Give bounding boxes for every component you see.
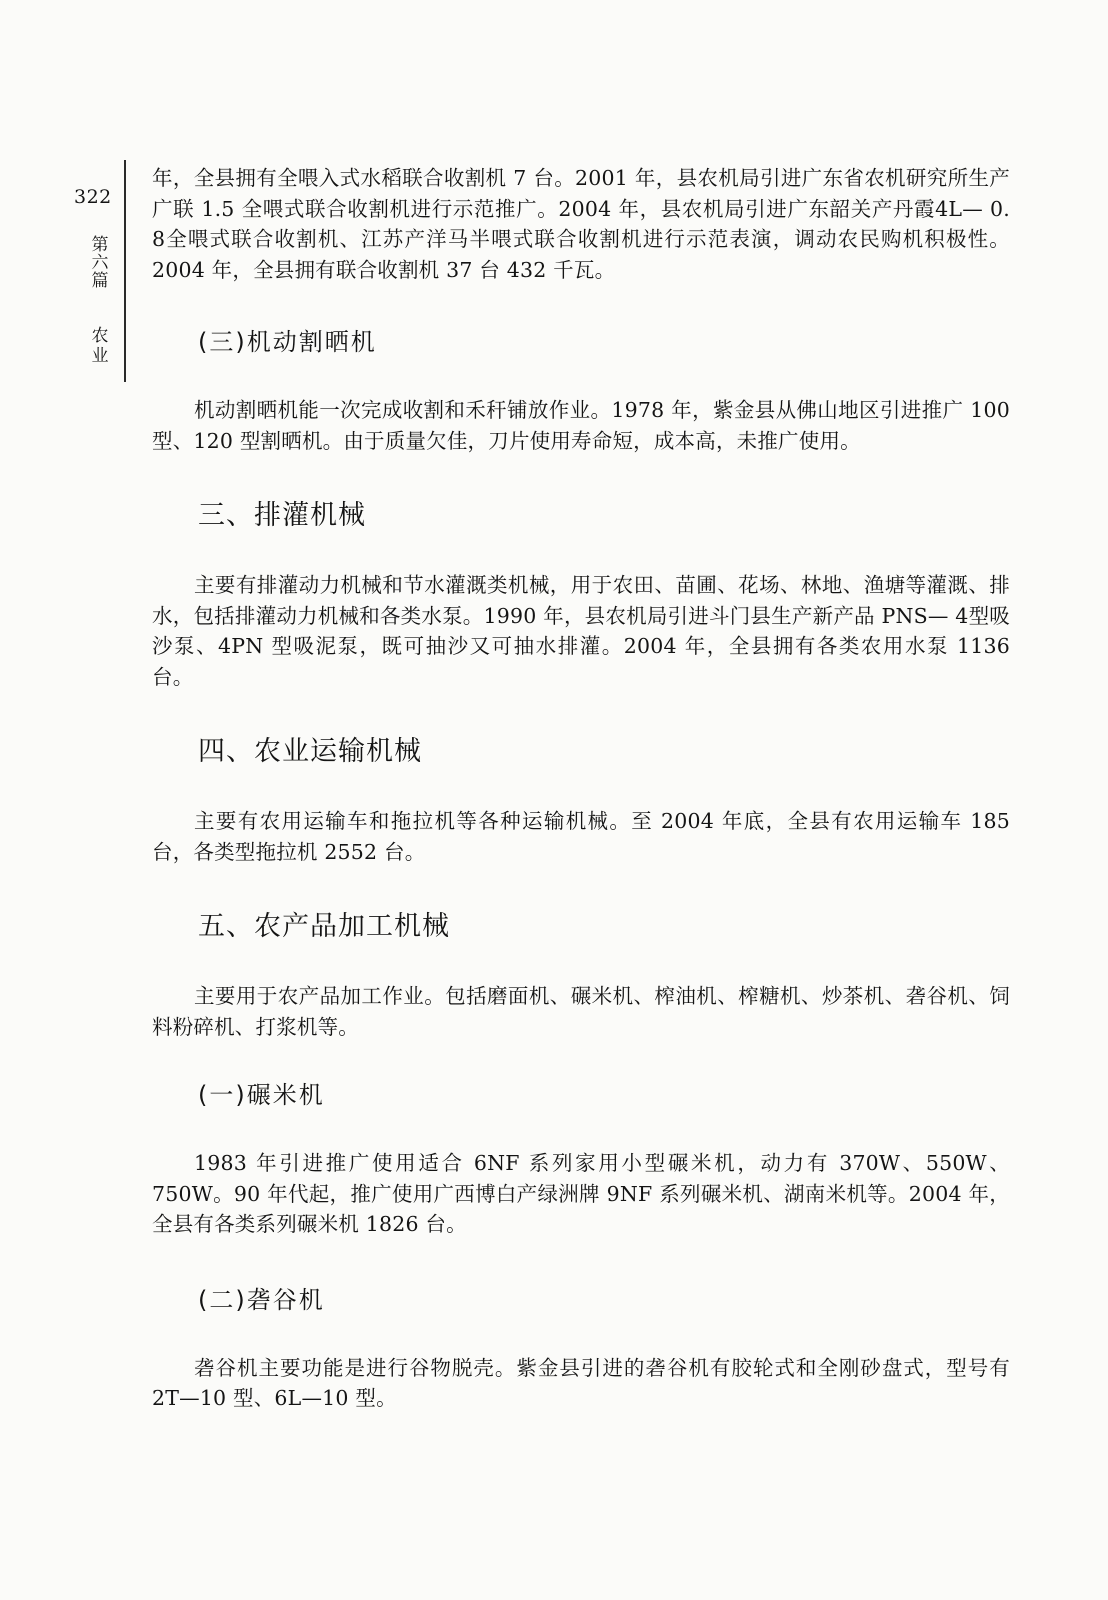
- page-content: [152, 163, 1010, 1414]
- heading-huller: (二)砻谷机: [198, 1285, 325, 1314]
- heading-irrigation: 三、排灌机械: [198, 500, 366, 531]
- paragraph-processing: 主要用于农产品加工作业。包括磨面机、碾米机、榨油机、榨糖机、炒茶机、砻谷机、饲料粉碎机、打浆机等。: [152, 984, 1010, 1039]
- part-label-char: 篇: [91, 271, 109, 291]
- heading-reaper: (三)机动割晒机: [198, 328, 377, 356]
- paragraph-harvester-continued: 年，全县拥有全喂入式水稻联合收割机 7 台。2001 年，县农机局引进广东省农机研究所生产广联 1.5 全喂式联合收割机进行示范推广。2004 年，县农机局引进广东韶关产丹霞4L— 0. 8全喂式联合收割机、江苏产洋马半喂式联合收割机进行示范表演，调动农民购机积极性。2004 年，全县拥有联合收割机 37 台 432 千瓦。: [152, 166, 1010, 282]
- paragraph-irrigation: 主要有排灌动力机械和节水灌溉类机械，用于农田、苗圃、花场、林地、渔塘等灌溉、排水，包括排灌动力机械和各类水泵。1990 年，县农机局引进斗门县生产新产品 PNS— 4型吸沙泵、4PN 型吸泥泵，既可抽沙又可抽水排灌。2004 年，全县拥有各类农用水泵 1136 台。: [152, 573, 1010, 689]
- heading-rice-mill: (一)碾米机: [198, 1081, 325, 1109]
- section-label-char: 农: [91, 326, 109, 346]
- paragraph-huller: 砻谷机主要功能是进行谷物脱壳。紫金县引进的砻谷机有胶轮式和全刚砂盘式，型号有 2T—10 型、6L—10 型。: [152, 1355, 1010, 1410]
- page-number: 322: [74, 186, 112, 208]
- heading-transport: 四、农业运输机械: [198, 736, 422, 767]
- heading-processing: 五、农产品加工机械: [198, 911, 450, 942]
- paragraph-reaper: 机动割晒机能一次完成收割和禾秆铺放作业。1978 年，紫金县从佛山地区引进推广 100 型、120 型割晒机。由于质量欠佳，刀片使用寿命短，成本高，未推广使用。: [152, 398, 1010, 453]
- part-label-char: 六: [91, 253, 109, 273]
- paragraph-rice-mill: 1983 年引进推广使用适合 6NF 系列家用小型碾米机，动力有 370W、550W、750W。90 年代起，推广使用广西博白产绿洲牌 9NF 系列碾米机、湖南米机等。2004 年，全县有各类系列碾米机 1826 台。: [152, 1151, 1010, 1236]
- section-label-char: 业: [91, 346, 109, 366]
- margin-rule: [124, 160, 126, 382]
- part-label-char: 第: [91, 235, 109, 255]
- paragraph-transport: 主要有农用运输车和拖拉机等各种运输机械。至 2004 年底，全县有农用运输车 185 台，各类型拖拉机 2552 台。: [152, 809, 1010, 864]
- part-label: [88, 236, 112, 290]
- section-label: [88, 326, 112, 366]
